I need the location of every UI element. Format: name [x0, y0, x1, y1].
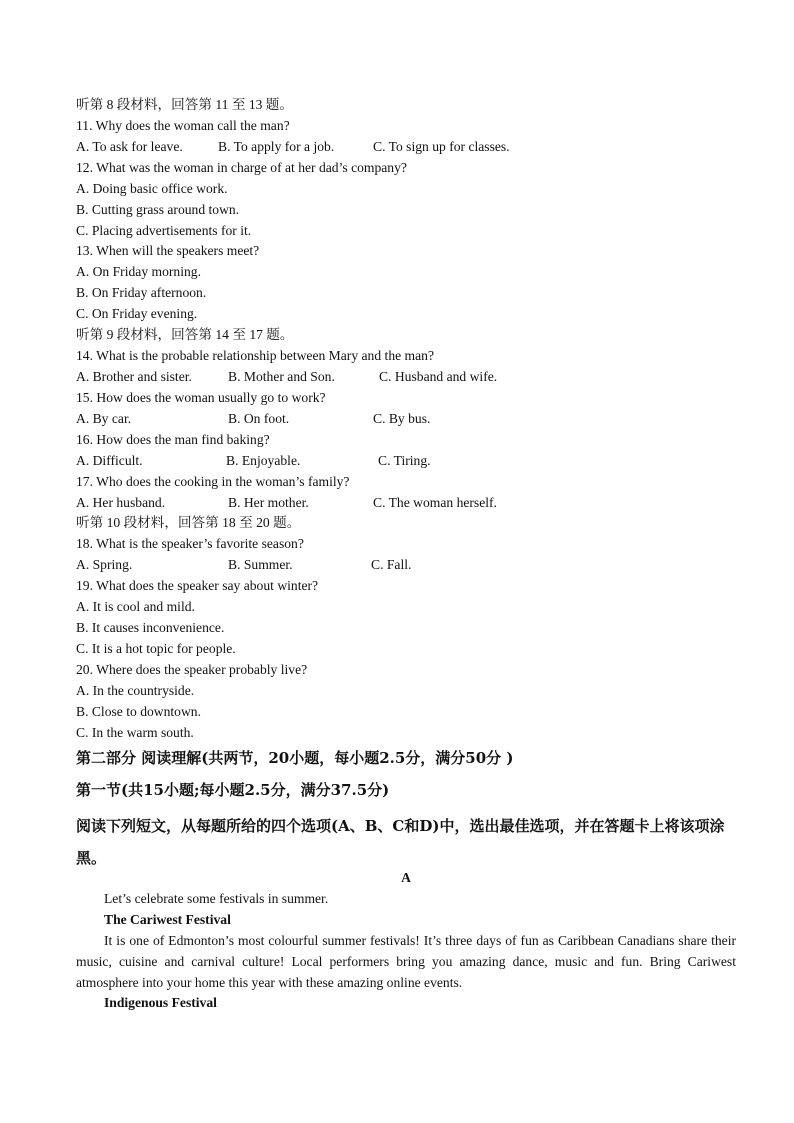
answer-option: A. By car.	[76, 410, 132, 426]
answer-option: C. By bus.	[373, 410, 431, 426]
listening-questions	[76, 95, 756, 744]
question-line: A. Doing basic office work.	[76, 180, 228, 196]
answer-option: A. Her husband.	[76, 494, 166, 510]
answer-option: C. Tiring.	[378, 452, 431, 468]
part-title: 第二部分 阅读理解(共两节，20小题，每小题2.5分，满分50分 )	[76, 749, 514, 767]
answer-option: B. Mother and Son.	[228, 368, 335, 384]
question-line: A. It is cool and mild.	[76, 599, 195, 615]
option-row	[76, 409, 756, 430]
question-line: 12. What was the woman in charge of at her dad’s company?	[76, 159, 407, 175]
question-line: 14. What is the probable relationship between Mary and the man?	[76, 348, 434, 364]
option-row	[76, 555, 756, 576]
festival-paragraph: It is one of Edmonton’s most colourful summer festivals! It’s three days of fun as Caribbean Canadians share their music, cuisine and carnival culture! Local performers bring you amazing dance, music and fun. Bring Cariwest atmosphere into your home this year with these amazing online events.	[76, 932, 736, 990]
question-line: 16. How does the man find baking?	[76, 431, 270, 447]
section-instruction: 听第 8 段材料，回答第 11 至 13 题。	[76, 97, 293, 112]
answer-option: A. Difficult.	[76, 452, 143, 468]
answer-option: C. Husband and wife.	[379, 368, 498, 384]
passage-label: A	[401, 870, 411, 885]
question-line: B. On Friday afternoon.	[76, 285, 207, 301]
answer-option: A. To ask for leave.	[76, 138, 183, 154]
question-line: 17. Who does the cooking in the woman’s family?	[76, 473, 350, 489]
option-row	[76, 367, 756, 388]
question-line: C. On Friday evening.	[76, 306, 198, 322]
answer-option: B. On foot.	[228, 410, 290, 426]
answer-option: B. To apply for a job.	[218, 138, 335, 154]
question-line: 11. Why does the woman call the man?	[76, 117, 290, 133]
festival-heading: The Cariwest Festival	[104, 911, 231, 927]
answer-option: C. Fall.	[371, 557, 412, 573]
section-title: 第一节(共15小题;每小题2.5分，满分37.5分)	[76, 781, 390, 799]
question-line: C. Placing advertisements for it.	[76, 222, 252, 238]
option-row	[76, 137, 756, 158]
question-line: C. In the warm south.	[76, 724, 194, 740]
question-line: 15. How does the woman usually go to work?	[76, 389, 326, 405]
answer-option: B. Summer.	[228, 557, 293, 573]
question-line: C. It is a hot topic for people.	[76, 640, 236, 656]
question-line: B. Cutting grass around town.	[76, 201, 240, 217]
question-line: 13. When will the speakers meet?	[76, 243, 260, 259]
passage-intro: Let’s celebrate some festivals in summer.	[104, 890, 329, 906]
answer-option: A. Brother and sister.	[76, 368, 192, 384]
reading-section-header	[76, 746, 736, 874]
question-line: 19. What does the speaker say about winter?	[76, 578, 319, 594]
section-instruction: 听第 10 段材料，回答第 18 至 20 题。	[76, 515, 301, 531]
passage-a	[76, 868, 736, 1014]
question-line: A. On Friday morning.	[76, 264, 201, 280]
answer-option: A. Spring.	[76, 557, 133, 573]
answer-option: C. To sign up for classes.	[373, 138, 510, 154]
option-row	[76, 451, 756, 472]
question-line: B. It causes inconvenience.	[76, 620, 225, 636]
answer-option: B. Her mother.	[228, 494, 309, 510]
instructions: 阅读下列短文，从每题所给的四个选项(A、B、C和D)中，选出最佳选项，并在答题卡上将该项涂黑。	[76, 817, 725, 867]
section-instruction: 听第 9 段材料，回答第 14 至 17 题。	[76, 327, 294, 343]
option-row	[76, 493, 756, 514]
question-line: A. In the countryside.	[76, 682, 195, 698]
question-line: B. Close to downtown.	[76, 703, 201, 719]
question-line: 18. What is the speaker’s favorite season?	[76, 536, 304, 552]
answer-option: C. The woman herself.	[373, 494, 497, 510]
question-line: 20. Where does the speaker probably live?	[76, 661, 308, 677]
answer-option: B. Enjoyable.	[226, 452, 301, 468]
festival-heading: Indigenous Festival	[104, 995, 217, 1011]
